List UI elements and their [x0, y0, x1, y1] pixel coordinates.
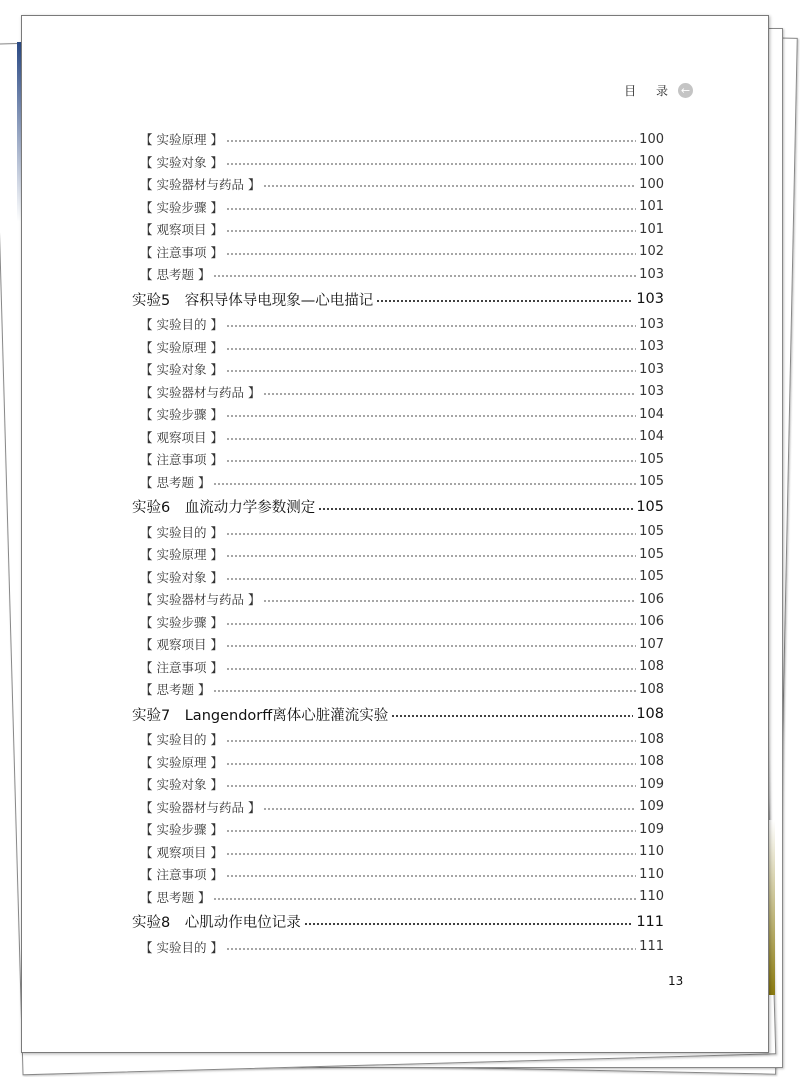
dot-leader [213, 690, 636, 692]
dot-leader [226, 438, 636, 440]
entry-label: 【 实验器材与药品 】 [140, 592, 261, 608]
entry-page: 111 [639, 939, 664, 955]
dot-leader [226, 208, 636, 210]
dot-leader [226, 578, 636, 580]
entry-page: 103 [639, 316, 664, 332]
entry-label: 【 实验器材与药品 】 [140, 384, 261, 400]
toc-section-entry[interactable] [132, 218, 664, 241]
dot-leader [213, 275, 636, 277]
table-of-contents [132, 128, 664, 958]
entry-label: 【 实验原理 】 [140, 132, 223, 148]
dot-leader [226, 348, 636, 350]
dot-leader [263, 600, 636, 602]
entry-label: 【 实验步骤 】 [140, 822, 223, 838]
dot-leader [263, 185, 636, 187]
toc-section-entry[interactable] [132, 358, 664, 381]
dot-leader [263, 808, 636, 810]
dot-leader [226, 253, 636, 255]
toc-section-entry[interactable] [132, 936, 664, 959]
toc-section-entry[interactable] [132, 426, 664, 449]
entry-label: 实验6 血流动力学参数测定 [132, 500, 316, 517]
entry-label: 【 实验对象 】 [140, 154, 223, 170]
dot-leader [226, 555, 636, 557]
toc-section-entry[interactable] [132, 678, 664, 701]
entry-page: 103 [639, 266, 664, 282]
entry-label: 实验7 Langendorff离体心脏灌流实验 [132, 707, 389, 724]
dot-leader [226, 645, 636, 647]
running-header [624, 82, 693, 99]
toc-section-entry[interactable] [132, 381, 664, 404]
entry-page: 105 [639, 474, 664, 490]
toc-section-entry[interactable] [132, 611, 664, 634]
entry-label: 【 注意事项 】 [140, 244, 223, 260]
toc-section-entry[interactable] [132, 588, 664, 611]
toc-chapter-entry[interactable] [132, 908, 664, 936]
dot-leader [226, 230, 636, 232]
dot-leader [226, 140, 636, 142]
toc-section-entry[interactable] [132, 728, 664, 751]
toc-section-entry[interactable] [132, 796, 664, 819]
dot-leader [226, 415, 636, 417]
entry-page: 108 [639, 681, 664, 697]
entry-label: 【 实验对象 】 [140, 777, 223, 793]
dot-leader [226, 623, 636, 625]
entry-page: 103 [639, 361, 664, 377]
dot-leader [226, 875, 636, 877]
entry-page: 102 [639, 244, 664, 260]
dot-leader [304, 923, 634, 925]
toc-section-entry[interactable] [132, 818, 664, 841]
toc-section-entry[interactable] [132, 841, 664, 864]
toc-section-entry[interactable] [132, 773, 664, 796]
toc-page [21, 15, 769, 1053]
entry-label: 【 实验器材与药品 】 [140, 177, 261, 193]
entry-label: 【 注意事项 】 [140, 867, 223, 883]
toc-section-entry[interactable] [132, 633, 664, 656]
entry-label: 【 实验步骤 】 [140, 614, 223, 630]
toc-section-entry[interactable] [132, 863, 664, 886]
entry-page: 105 [639, 546, 664, 562]
entry-page: 108 [639, 754, 664, 770]
dot-leader [226, 763, 636, 765]
dot-leader [226, 533, 636, 535]
dot-leader [376, 300, 633, 302]
entry-label: 【 实验目的 】 [140, 524, 223, 540]
entry-label: 【 实验目的 】 [140, 732, 223, 748]
dot-leader [318, 508, 633, 510]
entry-label: 【 思考题 】 [140, 474, 211, 490]
entry-label: 【 实验原理 】 [140, 339, 223, 355]
entry-page: 100 [639, 154, 664, 170]
entry-label: 【 实验目的 】 [140, 939, 223, 955]
toc-section-entry[interactable] [132, 403, 664, 426]
entry-page: 104 [639, 406, 664, 422]
dot-leader [226, 325, 636, 327]
entry-page: 108 [636, 706, 664, 723]
entry-label: 【 思考题 】 [140, 682, 211, 698]
toc-section-entry[interactable] [132, 886, 664, 909]
dot-leader [226, 460, 636, 462]
toc-chapter-entry[interactable] [132, 286, 664, 314]
entry-label: 【 观察项目 】 [140, 429, 223, 445]
dot-leader [213, 898, 636, 900]
page-number: 13 [668, 974, 684, 988]
toc-section-entry[interactable] [132, 196, 664, 219]
dot-leader [226, 830, 636, 832]
toc-section-entry[interactable] [132, 543, 664, 566]
entry-label: 【 思考题 】 [140, 267, 211, 283]
toc-section-entry[interactable] [132, 151, 664, 174]
entry-page: 110 [639, 844, 664, 860]
entry-page: 100 [639, 131, 664, 147]
entry-label: 【 观察项目 】 [140, 637, 223, 653]
entry-page: 109 [639, 776, 664, 792]
dot-leader [226, 740, 636, 742]
toc-section-entry[interactable] [132, 448, 664, 471]
entry-page: 104 [639, 429, 664, 445]
dot-leader [226, 163, 636, 165]
dot-leader [263, 393, 636, 395]
entry-page: 105 [636, 498, 664, 515]
toc-chapter-entry[interactable] [132, 493, 664, 521]
toc-section-entry[interactable] [132, 241, 664, 264]
entry-page: 101 [639, 221, 664, 237]
entry-label: 实验8 心肌动作电位记录 [132, 915, 301, 932]
entry-label: 【 实验原理 】 [140, 547, 223, 563]
toc-section-entry[interactable] [132, 128, 664, 151]
entry-label: 【 观察项目 】 [140, 222, 223, 238]
entry-label: 【 观察项目 】 [140, 844, 223, 860]
entry-page: 109 [639, 821, 664, 837]
entry-page: 100 [639, 176, 664, 192]
entry-page: 106 [639, 614, 664, 630]
entry-page: 109 [639, 799, 664, 815]
toc-section-entry[interactable] [132, 566, 664, 589]
dot-leader [226, 668, 636, 670]
toc-section-entry[interactable] [132, 521, 664, 544]
entry-label: 【 实验器材与药品 】 [140, 799, 261, 815]
entry-label: 【 实验步骤 】 [140, 199, 223, 215]
entry-label: 【 实验步骤 】 [140, 407, 223, 423]
toc-section-entry[interactable] [132, 173, 664, 196]
toc-section-entry[interactable] [132, 263, 664, 286]
toc-section-entry[interactable] [132, 336, 664, 359]
entry-page: 110 [639, 889, 664, 905]
toc-section-entry[interactable] [132, 656, 664, 679]
entry-page: 110 [639, 866, 664, 882]
entry-label: 【 实验对象 】 [140, 362, 223, 378]
entry-page: 103 [639, 384, 664, 400]
toc-chapter-entry[interactable] [132, 701, 664, 729]
toc-section-entry[interactable] [132, 313, 664, 336]
entry-label: 【 实验原理 】 [140, 754, 223, 770]
dot-leader [226, 948, 636, 950]
entry-page: 103 [636, 291, 664, 308]
entry-page: 111 [636, 913, 664, 930]
dot-leader [226, 853, 636, 855]
dot-leader [226, 370, 636, 372]
entry-label: 【 注意事项 】 [140, 452, 223, 468]
toc-section-entry[interactable] [132, 751, 664, 774]
entry-label: 实验5 容积导体导电现象—心电描记 [132, 292, 374, 309]
dot-leader [226, 785, 636, 787]
entry-page: 105 [639, 524, 664, 540]
entry-page: 105 [639, 451, 664, 467]
entry-page: 107 [639, 636, 664, 652]
dot-leader [391, 715, 633, 717]
cover-edge-olive [768, 820, 775, 995]
entry-page: 103 [639, 339, 664, 355]
header-title: 目 录 [624, 84, 676, 98]
entry-page: 101 [639, 199, 664, 215]
entry-label: 【 思考题 】 [140, 889, 211, 905]
entry-page: 108 [639, 659, 664, 675]
entry-page: 108 [639, 731, 664, 747]
entry-page: 105 [639, 569, 664, 585]
entry-page: 106 [639, 591, 664, 607]
entry-label: 【 实验目的 】 [140, 317, 223, 333]
toc-section-entry[interactable] [132, 471, 664, 494]
entry-label: 【 注意事项 】 [140, 659, 223, 675]
dot-leader [213, 483, 636, 485]
entry-label: 【 实验对象 】 [140, 569, 223, 585]
back-arrow-icon[interactable]: ← [678, 83, 693, 98]
